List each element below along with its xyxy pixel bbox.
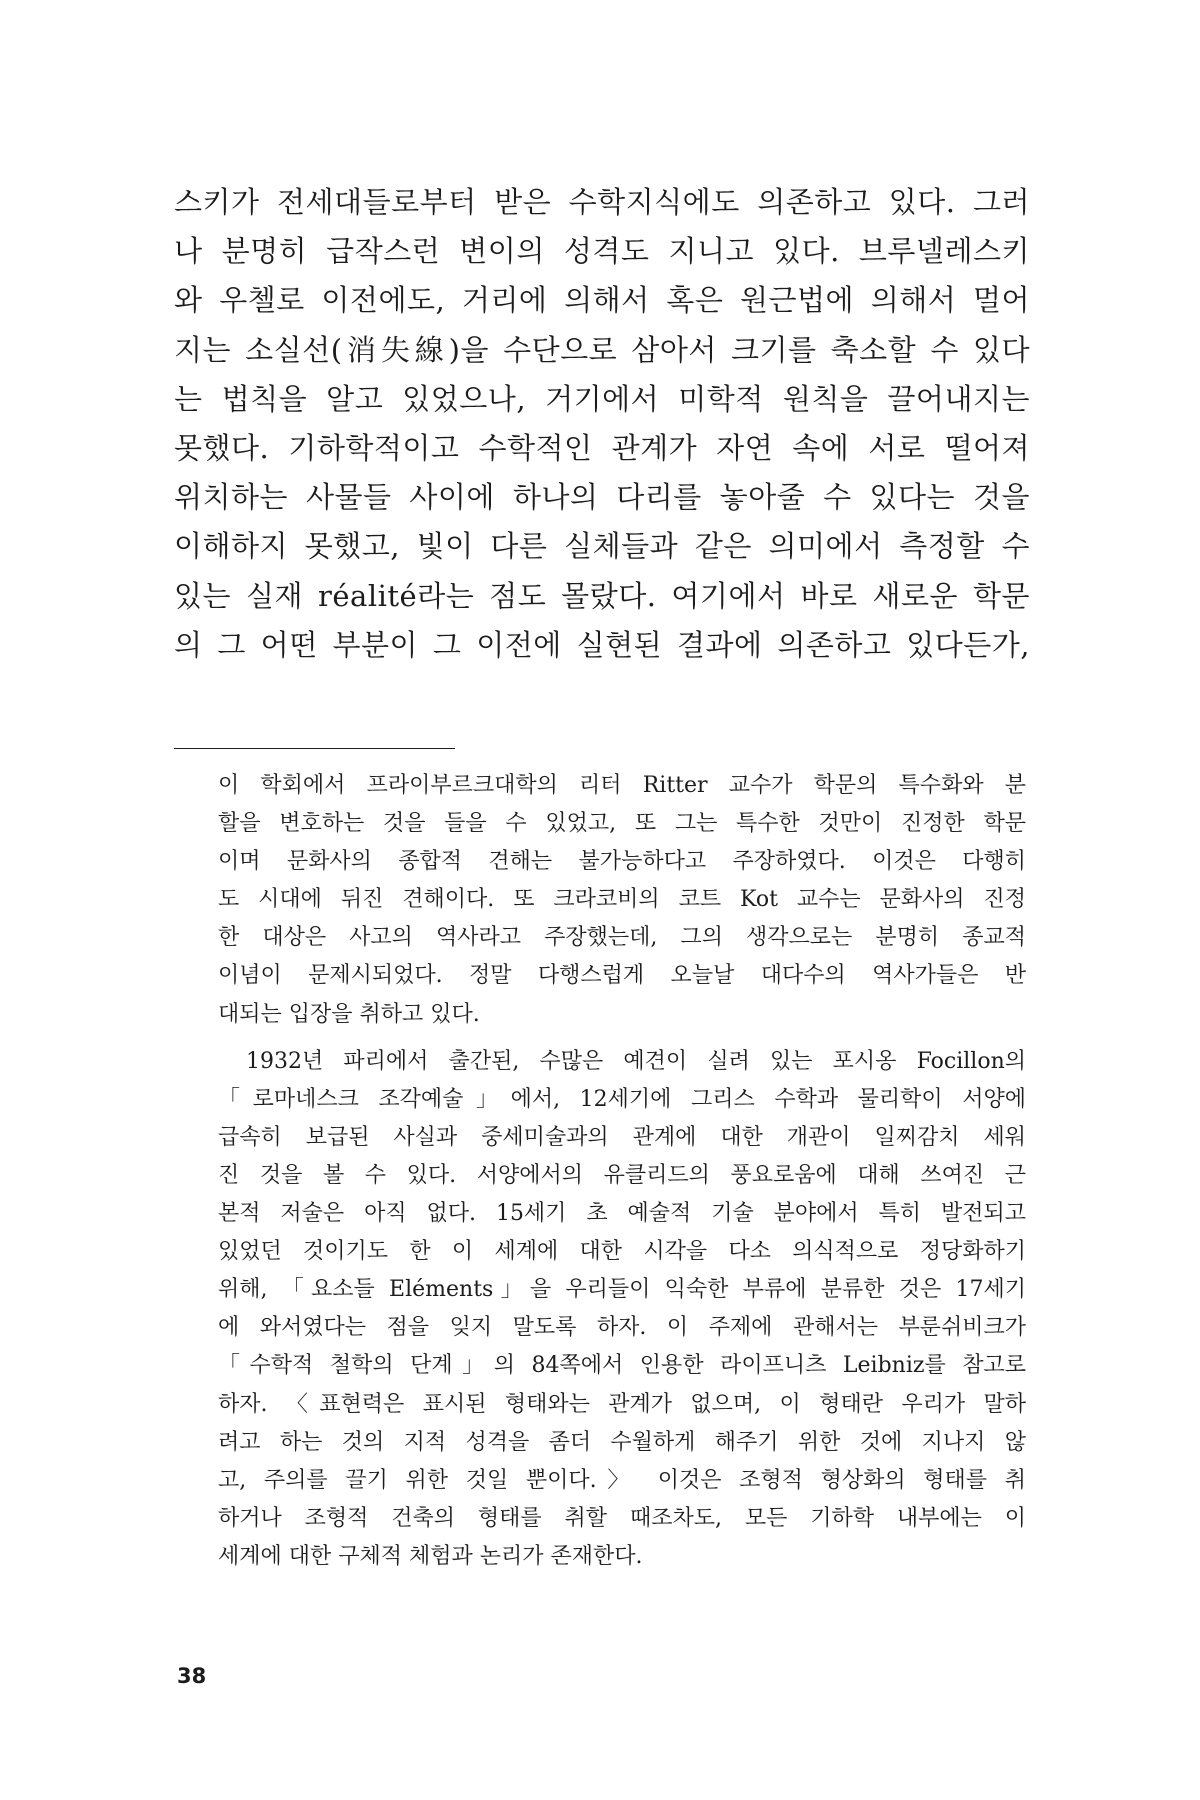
main-text-line: 위치하는 사물들 사이에 하나의 다리를 놓아줄 수 있다는 것을 bbox=[174, 480, 1030, 515]
footnote-line: 위해, 「요소들 Eléments」을 우리들이 익숙한 부류에 분류한 것은 17세기 bbox=[218, 1277, 1026, 1303]
footnote-line: 있었던 것이기도 한 이 세계에 대한 시각을 다소 의식적으로 정당화하기 bbox=[218, 1239, 1026, 1265]
footnote-line: 급속히 보급된 사실과 중세미술과의 관계에 대한 개관이 일찌감치 세워 bbox=[218, 1124, 1026, 1150]
main-text-line: 는 법칙을 알고 있었으나, 거기에서 미학적 원칙을 끌어내지는 bbox=[174, 381, 1030, 416]
footnote-line: 이며 문화사의 종합적 견해는 불가능하다고 주장하였다. 이것은 다행히 bbox=[218, 849, 1026, 875]
paragraph-gap bbox=[218, 1034, 1026, 1043]
footnote-separator bbox=[174, 748, 455, 749]
footnote-line: 이념이 문제시되었다. 정말 다행스럽게 오늘날 대다수의 역사가들은 반 bbox=[218, 963, 1026, 989]
main-text-line: 있는 실재 réalité라는 점도 몰랐다. 여기에서 바로 새로운 학문 bbox=[174, 578, 1030, 613]
main-text bbox=[174, 178, 1030, 670]
main-text-line: 못했다. 기하학적이고 수학적인 관계가 자연 속에 서로 떨어져 bbox=[174, 430, 1030, 465]
footnote-line: 진 것을 볼 수 있다. 서양에서의 유클리드의 풍요로움에 대해 쓰여진 근 bbox=[218, 1162, 1026, 1188]
main-text-line: 와 우첼로 이전에도, 거리에 의해서 혹은 원근법에 의해서 멀어 bbox=[174, 283, 1030, 318]
footnote-line: 본적 저술은 아직 없다. 15세기 초 예술적 기술 분야에서 특히 발전되고 bbox=[218, 1201, 1026, 1227]
main-text-line: 지는 소실선(消失線)을 수단으로 삼아서 크기를 축소할 수 있다 bbox=[174, 332, 1030, 367]
footnote-line: 이 학회에서 프라이부르크대학의 리터 Ritter 교수가 학문의 특수화와 분 bbox=[218, 773, 1026, 798]
footnote-line: 할을 변호하는 것을 들을 수 있었고, 또 그는 특수한 것만이 진정한 학문 bbox=[218, 811, 1026, 837]
footnote-line: 「로마네스크 조각예술」에서, 12세기에 그리스 수학과 물리학이 서양에 bbox=[218, 1086, 1026, 1112]
footnote-line: 고, 주의를 끌기 위한 것일 뿐이다.〉 이것은 조형적 형상화의 형태를 취 bbox=[218, 1467, 1026, 1493]
footnote-line: 대되는 입장을 취하고 있다. bbox=[218, 1001, 480, 1027]
main-text-line: 나 분명히 급작스런 변이의 성격도 지니고 있다. 브루넬레스키 bbox=[174, 234, 1030, 269]
footnote-line: 려고 하는 것의 지적 성격을 좀더 수월하게 해주기 위한 것에 지나지 않 bbox=[218, 1429, 1026, 1455]
main-text-line: 의 그 어떤 부분이 그 이전에 실현된 결과에 의존하고 있다든가, bbox=[174, 627, 1030, 662]
page-number: 38 bbox=[177, 1664, 207, 1688]
footnote-line: 「수학적 철학의 단계」의 84쪽에서 인용한 라이프니츠 Leibniz를 참고로 bbox=[218, 1353, 1026, 1379]
footnote-paragraph-1 bbox=[218, 767, 1026, 1034]
footnote-line: 한 대상은 사고의 역사라고 주장했는데, 그의 생각으로는 분명히 종교적 bbox=[218, 925, 1026, 951]
footnote-line: 하자. 〈표현력은 표시된 형태와는 관계가 없으며, 이 형태란 우리가 말하 bbox=[218, 1391, 1026, 1417]
footnote-line: 에 와서였다는 점을 잊지 말도록 하자. 이 주제에 관해서는 부룬쉬비크가 bbox=[218, 1315, 1026, 1341]
main-text-line: 스키가 전세대들로부터 받은 수학지식에도 의존하고 있다. 그러 bbox=[174, 185, 1030, 219]
footnote-line: 1932년 파리에서 출간된, 수많은 예견이 실려 있는 포시옹 Focillon의 bbox=[246, 1048, 1026, 1074]
footnote-line: 하거나 조형적 건축의 형태를 취할 때조차도, 모든 기하학 내부에는 이 bbox=[218, 1505, 1026, 1531]
main-text-line: 이해하지 못했고, 빛이 다른 실체들과 같은 의미에서 측정할 수 bbox=[174, 529, 1030, 564]
footnote-line: 도 시대에 뒤진 견해이다. 또 크라코비의 코트 Kot 교수는 문화사의 진정 bbox=[218, 887, 1026, 913]
footnotes bbox=[218, 767, 1026, 1576]
footnote-line: 세계에 대한 구체적 체험과 논리가 존재한다. bbox=[218, 1543, 643, 1569]
footnote-paragraph-2 bbox=[218, 1043, 1026, 1576]
